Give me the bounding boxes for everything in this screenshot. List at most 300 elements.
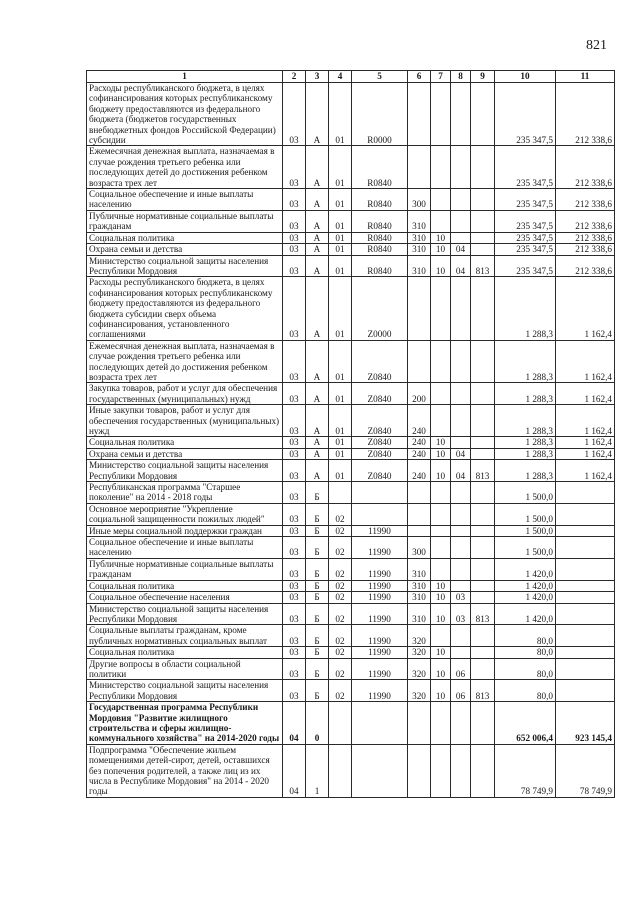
code-program: 03 <box>283 146 306 189</box>
code-section: 10 <box>431 658 451 680</box>
code-program: 03 <box>283 537 306 559</box>
code-ministry <box>471 437 495 448</box>
code-direction: 11990 <box>352 592 408 603</box>
code-section: 10 <box>431 448 451 459</box>
code-subsection: 04 <box>451 448 471 459</box>
code-subsection <box>451 83 471 146</box>
code-direction: R0840 <box>352 244 408 255</box>
code-direction: R0000 <box>352 83 408 146</box>
code-program: 03 <box>283 405 306 437</box>
row-description: Социальная политика <box>87 232 283 243</box>
code-subprogram: Б <box>306 537 329 559</box>
code-section: 10 <box>431 680 451 702</box>
code-ministry <box>471 383 495 405</box>
amount-year-2 <box>556 537 615 559</box>
code-section <box>431 558 451 580</box>
amount-year-1: 1 500,0 <box>495 482 556 504</box>
code-direction: 11990 <box>352 658 408 680</box>
code-expense-type: 320 <box>408 625 431 647</box>
code-program: 03 <box>283 503 306 525</box>
code-subsection <box>451 558 471 580</box>
code-section <box>431 277 451 340</box>
code-ministry <box>471 244 495 255</box>
table-row <box>87 558 615 580</box>
code-expense-type: 240 <box>408 460 431 482</box>
amount-year-2: 1 162,4 <box>556 460 615 482</box>
code-program: 03 <box>283 83 306 146</box>
code-program: 03 <box>283 647 306 658</box>
code-program: 03 <box>283 437 306 448</box>
code-subprogram: Б <box>306 625 329 647</box>
code-section: 10 <box>431 255 451 277</box>
code-event: 01 <box>329 146 352 189</box>
code-program: 03 <box>283 658 306 680</box>
code-subsection <box>451 277 471 340</box>
table-row <box>87 592 615 603</box>
code-expense-type: 310 <box>408 244 431 255</box>
code-subsection <box>451 580 471 591</box>
row-description: Основное мероприятие "Укрепление социальной защищенности пожилых людей" <box>87 503 283 525</box>
code-program: 03 <box>283 244 306 255</box>
row-description: Охрана семьи и детства <box>87 448 283 459</box>
code-program: 03 <box>283 189 306 211</box>
code-subsection <box>451 625 471 647</box>
code-subprogram: Б <box>306 603 329 625</box>
amount-year-2 <box>556 558 615 580</box>
code-direction: Z0840 <box>352 460 408 482</box>
code-event: 02 <box>329 580 352 591</box>
code-subsection <box>451 146 471 189</box>
code-section: 10 <box>431 460 451 482</box>
row-description: Социальное обеспечение и иные выплаты населению <box>87 189 283 211</box>
code-section: 10 <box>431 580 451 591</box>
row-description: Ежемесячная денежная выплата, назначаемая в случае рождения третьего ребенка или последующих детей до достижения ребенком возраста трех лет <box>87 340 283 383</box>
code-subprogram: Б <box>306 482 329 504</box>
code-event: 02 <box>329 658 352 680</box>
code-subprogram: А <box>306 460 329 482</box>
code-ministry <box>471 405 495 437</box>
code-subsection <box>451 525 471 536</box>
row-description: Закупка товаров, работ и услуг для обеспечения государственных (муниципальных) нужд <box>87 383 283 405</box>
code-program: 03 <box>283 525 306 536</box>
code-section <box>431 83 451 146</box>
code-expense-type: 310 <box>408 558 431 580</box>
row-description: Министерство социальной защиты населения Республики Мордовия <box>87 255 283 277</box>
code-event: 01 <box>329 405 352 437</box>
code-program: 03 <box>283 232 306 243</box>
code-direction: R0840 <box>352 210 408 232</box>
table-row <box>87 503 615 525</box>
code-ministry <box>471 83 495 146</box>
code-direction: R0840 <box>352 189 408 211</box>
code-ministry <box>471 537 495 559</box>
code-ministry: 813 <box>471 680 495 702</box>
code-subprogram: А <box>306 437 329 448</box>
code-subprogram: Б <box>306 592 329 603</box>
code-section: 10 <box>431 647 451 658</box>
code-subsection <box>451 210 471 232</box>
code-section <box>431 405 451 437</box>
amount-year-1: 1 420,0 <box>495 592 556 603</box>
amount-year-2: 1 162,4 <box>556 340 615 383</box>
code-section: 10 <box>431 603 451 625</box>
code-section <box>431 503 451 525</box>
code-program: 03 <box>283 680 306 702</box>
row-description: Социальная политика <box>87 437 283 448</box>
table-row <box>87 189 615 211</box>
table-row <box>87 680 615 702</box>
code-direction: R0840 <box>352 146 408 189</box>
code-section <box>431 702 451 745</box>
column-header: 3 <box>306 71 329 83</box>
code-subprogram: 1 <box>306 744 329 797</box>
page-number: 821 <box>586 38 607 53</box>
code-event: 01 <box>329 255 352 277</box>
code-subprogram: А <box>306 189 329 211</box>
code-event: 01 <box>329 460 352 482</box>
code-direction: 11990 <box>352 625 408 647</box>
amount-year-2 <box>556 625 615 647</box>
amount-year-2: 1 162,4 <box>556 437 615 448</box>
code-subprogram: А <box>306 448 329 459</box>
code-subprogram: Б <box>306 680 329 702</box>
row-description: Публичные нормативные социальные выплаты гражданам <box>87 558 283 580</box>
code-subsection <box>451 383 471 405</box>
amount-year-2 <box>556 503 615 525</box>
amount-year-1: 80,0 <box>495 658 556 680</box>
code-ministry <box>471 146 495 189</box>
amount-year-1: 80,0 <box>495 680 556 702</box>
code-subprogram: А <box>306 255 329 277</box>
code-subprogram: 0 <box>306 702 329 745</box>
code-subprogram: А <box>306 244 329 255</box>
code-section <box>431 189 451 211</box>
amount-year-1: 80,0 <box>495 647 556 658</box>
table-row <box>87 448 615 459</box>
row-description: Государственная программа Республики Мордовия "Развитие жилищного строительства и сферы жилищно-коммунального хозяйства" на 2014-2020 годы <box>87 702 283 745</box>
code-ministry <box>471 210 495 232</box>
code-expense-type: 240 <box>408 448 431 459</box>
amount-year-1: 1 420,0 <box>495 580 556 591</box>
code-direction: 11990 <box>352 525 408 536</box>
code-subprogram: А <box>306 340 329 383</box>
table-row <box>87 482 615 504</box>
amount-year-1: 1 420,0 <box>495 603 556 625</box>
code-subprogram: А <box>306 277 329 340</box>
code-expense-type: 300 <box>408 537 431 559</box>
code-subsection <box>451 647 471 658</box>
table-row <box>87 210 615 232</box>
code-direction <box>352 482 408 504</box>
code-ministry: 813 <box>471 255 495 277</box>
code-ministry: 813 <box>471 603 495 625</box>
code-ministry <box>471 702 495 745</box>
code-event: 02 <box>329 558 352 580</box>
code-subsection: 06 <box>451 658 471 680</box>
row-description: Расходы республиканского бюджета, в целях софинансирования которых республиканскому бюджету предоставляются из федерального бюджета (бюджетов государственных внебюджетных фондов Российской Федерации) субсидии <box>87 83 283 146</box>
code-ministry <box>471 592 495 603</box>
code-expense-type: 310 <box>408 580 431 591</box>
code-event: 02 <box>329 525 352 536</box>
table-row <box>87 744 615 797</box>
code-expense-type <box>408 503 431 525</box>
code-program: 03 <box>283 580 306 591</box>
code-direction: Z0840 <box>352 340 408 383</box>
code-expense-type: 320 <box>408 647 431 658</box>
code-ministry <box>471 525 495 536</box>
amount-year-1: 1 500,0 <box>495 503 556 525</box>
code-expense-type: 310 <box>408 210 431 232</box>
table-row <box>87 537 615 559</box>
code-program: 04 <box>283 702 306 745</box>
amount-year-2: 212 338,6 <box>556 210 615 232</box>
column-header: 9 <box>471 71 495 83</box>
code-program: 03 <box>283 603 306 625</box>
code-subprogram: А <box>306 405 329 437</box>
table-row <box>87 525 615 536</box>
code-direction: 11990 <box>352 680 408 702</box>
row-description: Подпрограмма "Обеспечение жильем помещениями детей-сирот, детей, оставшихся без попечения родителей, а также лиц из их числа в Республике Мордовия" на 2014 - 2020 годы <box>87 744 283 797</box>
code-subprogram: Б <box>306 558 329 580</box>
code-event: 01 <box>329 244 352 255</box>
amount-year-2: 78 749,9 <box>556 744 615 797</box>
code-event: 01 <box>329 383 352 405</box>
code-subprogram: А <box>306 146 329 189</box>
code-expense-type <box>408 83 431 146</box>
amount-year-2 <box>556 482 615 504</box>
code-direction: 11990 <box>352 647 408 658</box>
code-event: 02 <box>329 647 352 658</box>
code-program: 03 <box>283 592 306 603</box>
table-row <box>87 460 615 482</box>
code-event: 01 <box>329 437 352 448</box>
amount-year-2: 212 338,6 <box>556 255 615 277</box>
code-subsection <box>451 405 471 437</box>
table-header-row <box>87 71 615 83</box>
code-program: 03 <box>283 482 306 504</box>
code-section: 10 <box>431 232 451 243</box>
code-event: 01 <box>329 232 352 243</box>
amount-year-1: 80,0 <box>495 625 556 647</box>
table-row <box>87 146 615 189</box>
code-section <box>431 383 451 405</box>
code-ministry: 813 <box>471 460 495 482</box>
code-section: 10 <box>431 592 451 603</box>
code-expense-type: 320 <box>408 658 431 680</box>
code-subsection <box>451 189 471 211</box>
row-description: Публичные нормативные социальные выплаты гражданам <box>87 210 283 232</box>
code-subsection <box>451 482 471 504</box>
code-section <box>431 340 451 383</box>
code-subprogram: Б <box>306 503 329 525</box>
table-row <box>87 647 615 658</box>
code-program: 03 <box>283 340 306 383</box>
row-description: Республиканская программа "Старшее поколение" на 2014 - 2018 годы <box>87 482 283 504</box>
code-event: 02 <box>329 625 352 647</box>
amount-year-1: 1 288,3 <box>495 340 556 383</box>
code-event: 01 <box>329 210 352 232</box>
code-subsection: 03 <box>451 592 471 603</box>
code-section <box>431 146 451 189</box>
row-description: Иные меры социальной поддержки граждан <box>87 525 283 536</box>
row-description: Социальная политика <box>87 580 283 591</box>
row-description: Ежемесячная денежная выплата, назначаемая в случае рождения третьего ребенка или последующих детей до достижения ребенком возраста трех лет <box>87 146 283 189</box>
code-program: 03 <box>283 558 306 580</box>
code-subprogram: А <box>306 232 329 243</box>
code-section <box>431 744 451 797</box>
code-ministry <box>471 232 495 243</box>
code-subsection <box>451 503 471 525</box>
code-program: 03 <box>283 460 306 482</box>
amount-year-1: 1 288,3 <box>495 460 556 482</box>
amount-year-2: 212 338,6 <box>556 232 615 243</box>
amount-year-1: 1 500,0 <box>495 525 556 536</box>
code-event: 01 <box>329 189 352 211</box>
code-direction: 11990 <box>352 603 408 625</box>
amount-year-1: 235 347,5 <box>495 255 556 277</box>
code-event: 02 <box>329 603 352 625</box>
row-description: Министерство социальной защиты населения Республики Мордовия <box>87 680 283 702</box>
amount-year-2 <box>556 658 615 680</box>
amount-year-2: 212 338,6 <box>556 83 615 146</box>
code-event: 01 <box>329 448 352 459</box>
amount-year-1: 235 347,5 <box>495 210 556 232</box>
code-subprogram: Б <box>306 647 329 658</box>
amount-year-1: 1 420,0 <box>495 558 556 580</box>
amount-year-2 <box>556 580 615 591</box>
code-section: 10 <box>431 437 451 448</box>
amount-year-2 <box>556 603 615 625</box>
code-program: 03 <box>283 383 306 405</box>
table-row <box>87 232 615 243</box>
code-subsection: 04 <box>451 460 471 482</box>
code-expense-type <box>408 482 431 504</box>
code-subsection <box>451 437 471 448</box>
code-section <box>431 210 451 232</box>
code-event: 01 <box>329 277 352 340</box>
code-expense-type: 320 <box>408 680 431 702</box>
amount-year-1: 1 288,3 <box>495 405 556 437</box>
code-subsection: 04 <box>451 244 471 255</box>
row-description: Социальная политика <box>87 647 283 658</box>
code-expense-type: 240 <box>408 437 431 448</box>
code-subsection <box>451 232 471 243</box>
code-subsection <box>451 744 471 797</box>
code-direction: Z0840 <box>352 448 408 459</box>
code-direction: 11990 <box>352 558 408 580</box>
row-description: Социальное обеспечение населения <box>87 592 283 603</box>
code-expense-type <box>408 744 431 797</box>
amount-year-2 <box>556 647 615 658</box>
code-subprogram: А <box>306 210 329 232</box>
code-expense-type: 310 <box>408 603 431 625</box>
code-direction: R0840 <box>352 255 408 277</box>
row-description: Иные закупки товаров, работ и услуг для обеспечения государственных (муниципальных) нужд <box>87 405 283 437</box>
amount-year-1: 235 347,5 <box>495 189 556 211</box>
code-event <box>329 482 352 504</box>
column-header: 7 <box>431 71 451 83</box>
row-description: Другие вопросы в области социальной политики <box>87 658 283 680</box>
column-header: 10 <box>495 71 556 83</box>
code-direction <box>352 702 408 745</box>
code-subsection: 04 <box>451 255 471 277</box>
table-row <box>87 405 615 437</box>
code-expense-type: 310 <box>408 232 431 243</box>
code-expense-type <box>408 340 431 383</box>
table-row <box>87 437 615 448</box>
code-ministry <box>471 658 495 680</box>
code-program: 03 <box>283 625 306 647</box>
code-section <box>431 625 451 647</box>
code-subprogram: Б <box>306 525 329 536</box>
amount-year-2 <box>556 525 615 536</box>
amount-year-2: 1 162,4 <box>556 277 615 340</box>
row-description: Расходы республиканского бюджета, в целях софинансирования которых республиканскому бюджету предоставляются из федерального бюджета субсидии сверх объема софинансирования, установленного соглашениями <box>87 277 283 340</box>
code-ministry <box>471 189 495 211</box>
column-header: 1 <box>87 71 283 83</box>
code-event: 01 <box>329 340 352 383</box>
code-program: 04 <box>283 744 306 797</box>
column-header: 4 <box>329 71 352 83</box>
code-direction: Z0840 <box>352 437 408 448</box>
column-header: 2 <box>283 71 306 83</box>
code-expense-type: 240 <box>408 405 431 437</box>
code-event: 02 <box>329 537 352 559</box>
column-header: 6 <box>408 71 431 83</box>
code-section <box>431 525 451 536</box>
code-program: 03 <box>283 277 306 340</box>
code-direction: 11990 <box>352 580 408 591</box>
code-ministry <box>471 482 495 504</box>
code-ministry <box>471 503 495 525</box>
code-direction: Z0840 <box>352 383 408 405</box>
code-ministry <box>471 277 495 340</box>
amount-year-2 <box>556 680 615 702</box>
row-description: Министерство социальной защиты населения Республики Мордовия <box>87 603 283 625</box>
code-direction: Z0000 <box>352 277 408 340</box>
amount-year-2: 1 162,4 <box>556 405 615 437</box>
amount-year-1: 1 288,3 <box>495 448 556 459</box>
table-row <box>87 255 615 277</box>
code-section <box>431 482 451 504</box>
code-event <box>329 744 352 797</box>
code-ministry <box>471 625 495 647</box>
code-ministry <box>471 448 495 459</box>
column-header: 8 <box>451 71 471 83</box>
table-row <box>87 658 615 680</box>
amount-year-1: 235 347,5 <box>495 232 556 243</box>
code-event: 01 <box>329 83 352 146</box>
code-expense-type: 310 <box>408 255 431 277</box>
budget-table <box>86 70 615 798</box>
code-subsection <box>451 340 471 383</box>
table-row <box>87 244 615 255</box>
code-expense-type <box>408 146 431 189</box>
code-direction: R0840 <box>352 232 408 243</box>
amount-year-1: 78 749,9 <box>495 744 556 797</box>
amount-year-2: 1 162,4 <box>556 383 615 405</box>
code-subsection <box>451 702 471 745</box>
amount-year-1: 1 500,0 <box>495 537 556 559</box>
amount-year-1: 1 288,3 <box>495 277 556 340</box>
code-section: 10 <box>431 244 451 255</box>
code-expense-type <box>408 702 431 745</box>
amount-year-1: 235 347,5 <box>495 146 556 189</box>
code-program: 03 <box>283 255 306 277</box>
code-ministry <box>471 340 495 383</box>
table-row <box>87 580 615 591</box>
code-ministry <box>471 580 495 591</box>
